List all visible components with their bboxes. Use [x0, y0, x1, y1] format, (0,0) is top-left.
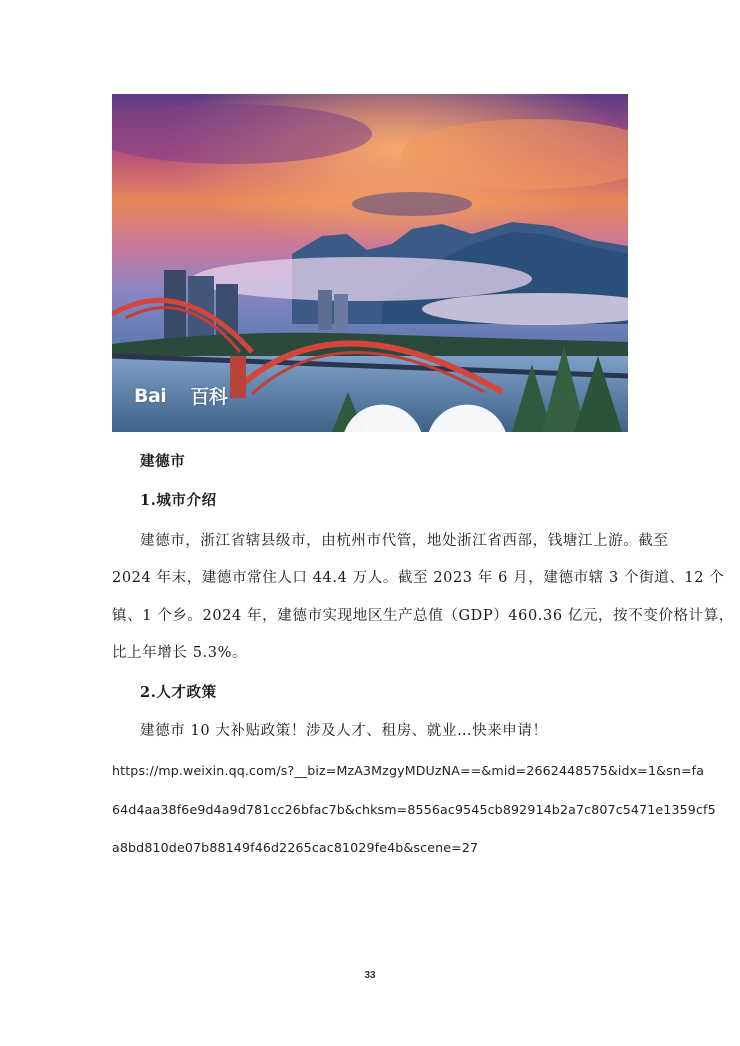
watermark-text-left: Bai	[134, 384, 167, 407]
city-photo	[112, 94, 628, 432]
paragraph-line: 比上年增长 5.3%。	[112, 645, 248, 661]
paragraph-line: 镇、1 个乡。2024 年，建德市实现地区生产总值（GDP）460.36 亿元，按不变价格计算，	[112, 608, 734, 624]
policy-title: 建德市 10 大补贴政策！涉及人才、租房、就业…快来申请！	[140, 723, 548, 739]
policy-url-line[interactable]: https://mp.weixin.qq.com/s?__biz=MzA3MzgyMDUzNA==&mid=2662448575&idx=1&sn=fa	[112, 763, 705, 778]
paragraph-line: 2024 年末，建德市常住人口 44.4 万人。截至 2023 年 6 月，建德市辖 3 个街道、12 个	[112, 570, 725, 586]
baidu-baike-watermark	[134, 382, 227, 409]
page-number: 33	[364, 970, 376, 981]
baidu-paw-icon	[167, 386, 189, 406]
paragraph-line: 建德市，浙江省辖县级市，由杭州市代管，地处浙江省西部，钱塘江上游。截至	[140, 533, 669, 549]
section-title: 建德市	[140, 453, 186, 470]
subsection-1-heading: 1.城市介绍	[140, 492, 217, 509]
policy-url-line[interactable]: 64d4aa38f6e9d4a9d781cc26bfac7b&chksm=8556ac9545cb892914b2a7c807c5471e1359cf5	[112, 802, 716, 817]
watermark-text-right: 百科	[190, 386, 228, 408]
policy-url-line[interactable]: a8bd810de07b88149f46d2265cac81029fe4b&scene=27	[112, 840, 479, 855]
subsection-2-heading: 2.人才政策	[140, 684, 217, 701]
